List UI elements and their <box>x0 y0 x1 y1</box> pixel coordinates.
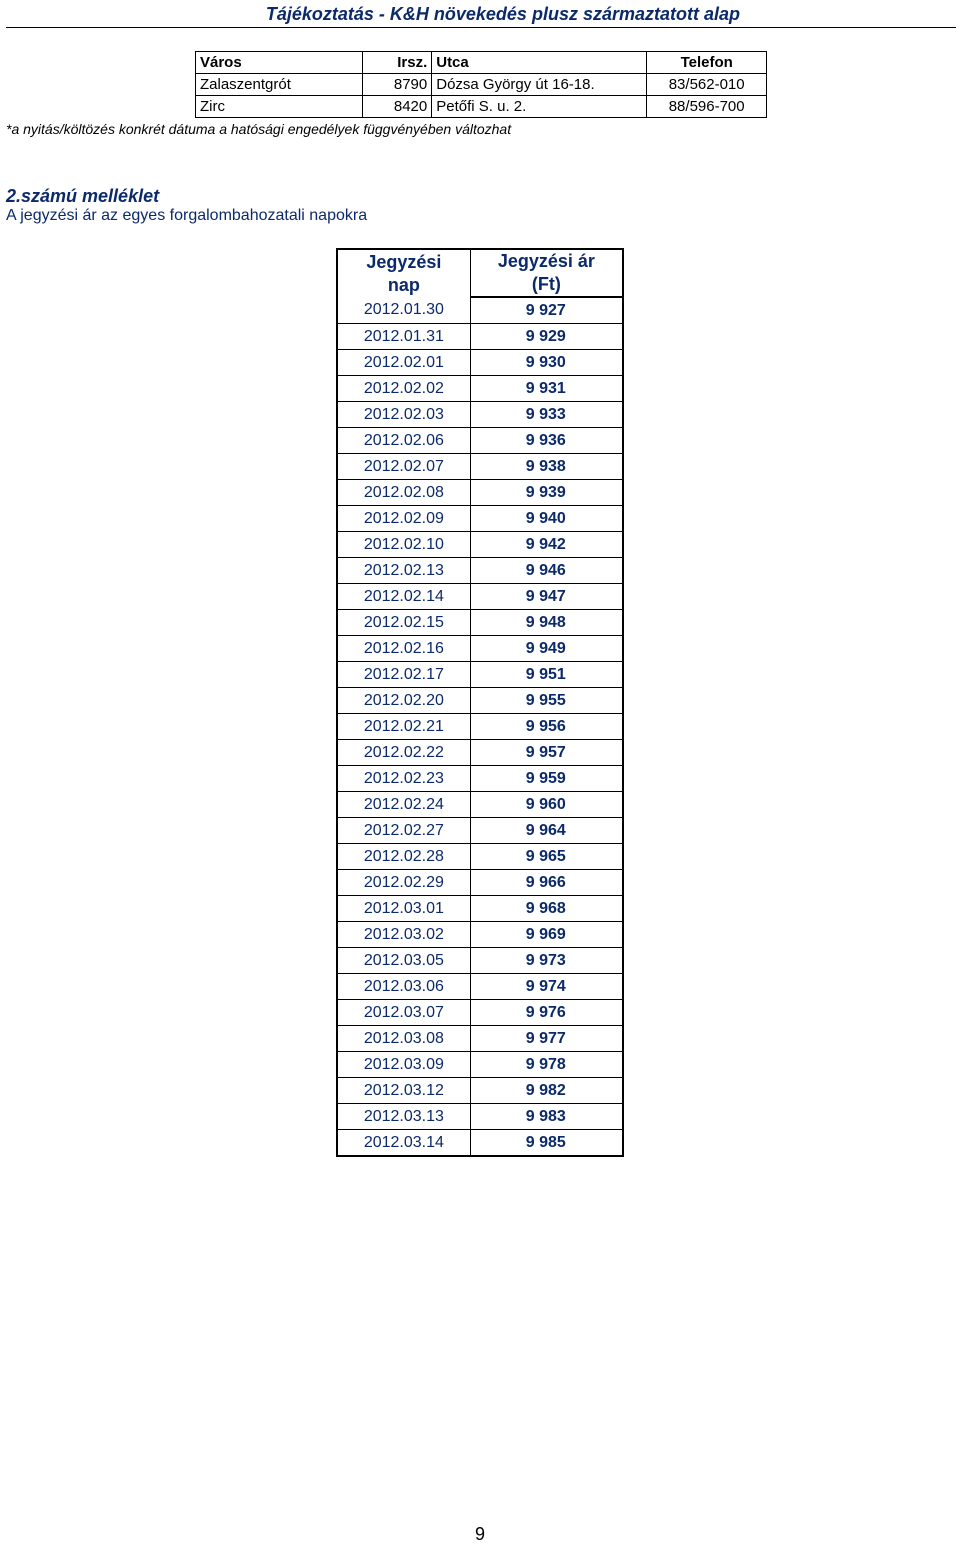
price-cell: 9 951 <box>470 662 623 688</box>
price-cell: 9 985 <box>470 1130 623 1157</box>
col-price-header-line1: Jegyzési ár <box>497 251 595 271</box>
date-cell: 2012.01.31 <box>337 324 470 350</box>
table-row <box>337 740 623 766</box>
date-cell: 2012.02.23 <box>337 766 470 792</box>
table-row <box>337 844 623 870</box>
price-cell: 9 978 <box>470 1052 623 1078</box>
price-cell: 9 939 <box>470 480 623 506</box>
price-header-row <box>337 249 623 297</box>
date-cell: 2012.02.28 <box>337 844 470 870</box>
table-row <box>337 1104 623 1130</box>
street-cell: Petőfi S. u. 2. <box>432 96 647 118</box>
date-cell: 2012.02.07 <box>337 454 470 480</box>
table-row <box>337 297 623 324</box>
date-cell: 2012.03.13 <box>337 1104 470 1130</box>
price-cell: 9 960 <box>470 792 623 818</box>
city-cell: Zirc <box>196 96 363 118</box>
table-row <box>337 792 623 818</box>
price-cell: 9 940 <box>470 506 623 532</box>
col-zip-header: Irsz. <box>362 52 431 74</box>
phone-cell: 83/562-010 <box>647 74 767 96</box>
price-cell: 9 930 <box>470 350 623 376</box>
date-cell: 2012.02.14 <box>337 584 470 610</box>
price-cell: 9 949 <box>470 636 623 662</box>
address-header-row <box>196 52 767 74</box>
table-row <box>337 922 623 948</box>
price-cell: 9 957 <box>470 740 623 766</box>
table-row <box>337 610 623 636</box>
table-row <box>337 766 623 792</box>
table-row <box>337 1000 623 1026</box>
date-cell: 2012.02.16 <box>337 636 470 662</box>
table-row <box>337 818 623 844</box>
date-cell: 2012.02.21 <box>337 714 470 740</box>
price-cell: 9 973 <box>470 948 623 974</box>
table-row <box>337 480 623 506</box>
price-cell: 9 964 <box>470 818 623 844</box>
price-cell: 9 936 <box>470 428 623 454</box>
date-cell: 2012.03.01 <box>337 896 470 922</box>
col-street-header: Utca <box>432 52 647 74</box>
col-date-header-line2: nap <box>387 274 420 295</box>
zip-cell: 8790 <box>362 74 431 96</box>
date-cell: 2012.03.06 <box>337 974 470 1000</box>
date-cell: 2012.03.02 <box>337 922 470 948</box>
table-row <box>337 584 623 610</box>
col-price-header-line2: (Ft) <box>531 274 561 294</box>
date-cell: 2012.02.06 <box>337 428 470 454</box>
price-cell: 9 946 <box>470 558 623 584</box>
price-cell: 9 976 <box>470 1000 623 1026</box>
date-cell: 2012.03.14 <box>337 1130 470 1157</box>
price-cell: 9 965 <box>470 844 623 870</box>
price-cell: 9 968 <box>470 896 623 922</box>
price-cell: 9 955 <box>470 688 623 714</box>
table-row <box>337 350 623 376</box>
price-cell: 9 948 <box>470 610 623 636</box>
date-cell: 2012.03.05 <box>337 948 470 974</box>
page-number: 9 <box>474 1524 485 1544</box>
annex-title: 2.számú melléklet <box>6 186 160 206</box>
price-cell: 9 974 <box>470 974 623 1000</box>
price-cell: 9 931 <box>470 376 623 402</box>
price-cell: 9 983 <box>470 1104 623 1130</box>
date-cell: 2012.02.29 <box>337 870 470 896</box>
date-cell: 2012.02.03 <box>337 402 470 428</box>
date-cell: 2012.02.10 <box>337 532 470 558</box>
date-cell: 2012.02.08 <box>337 480 470 506</box>
table-row <box>337 688 623 714</box>
table-row <box>337 1026 623 1052</box>
page-header <box>0 0 960 28</box>
date-cell: 2012.01.30 <box>337 297 470 324</box>
price-cell: 9 927 <box>470 297 623 324</box>
date-cell: 2012.02.27 <box>337 818 470 844</box>
date-cell: 2012.02.02 <box>337 376 470 402</box>
price-cell: 9 947 <box>470 584 623 610</box>
col-price-header <box>470 249 623 297</box>
date-cell: 2012.02.01 <box>337 350 470 376</box>
price-cell: 9 938 <box>470 454 623 480</box>
table-row <box>337 1130 623 1157</box>
footnote: *a nyitás/költözés konkrét dátuma a hatósági engedélyek függvényében változhat <box>6 121 512 137</box>
subscription-price-table <box>336 248 624 1157</box>
price-cell: 9 956 <box>470 714 623 740</box>
price-cell: 9 982 <box>470 1078 623 1104</box>
table-row <box>337 948 623 974</box>
table-row <box>337 662 623 688</box>
table-row <box>337 324 623 350</box>
table-row <box>337 402 623 428</box>
city-cell: Zalaszentgrót <box>196 74 363 96</box>
date-cell: 2012.02.09 <box>337 506 470 532</box>
table-row <box>337 558 623 584</box>
table-row <box>337 506 623 532</box>
date-cell: 2012.03.12 <box>337 1078 470 1104</box>
price-cell: 9 977 <box>470 1026 623 1052</box>
date-cell: 2012.02.15 <box>337 610 470 636</box>
date-cell: 2012.03.09 <box>337 1052 470 1078</box>
price-cell: 9 966 <box>470 870 623 896</box>
table-row <box>337 896 623 922</box>
phone-cell: 88/596-700 <box>647 96 767 118</box>
table-row <box>337 636 623 662</box>
col-city-header: Város <box>196 52 363 74</box>
table-row <box>337 1052 623 1078</box>
table-row <box>337 714 623 740</box>
table-row <box>337 974 623 1000</box>
col-phone-header: Telefon <box>647 52 767 74</box>
table-row <box>337 1078 623 1104</box>
price-cell: 9 959 <box>470 766 623 792</box>
date-cell: 2012.03.08 <box>337 1026 470 1052</box>
price-cell: 9 942 <box>470 532 623 558</box>
table-row <box>337 428 623 454</box>
table-row <box>337 532 623 558</box>
col-date-header-line1: Jegyzési <box>366 251 442 272</box>
annex-subtitle: A jegyzési ár az egyes forgalombahozatali napokra <box>6 207 368 224</box>
price-cell: 9 933 <box>470 402 623 428</box>
table-row <box>337 454 623 480</box>
table-row <box>337 376 623 402</box>
col-date-header <box>337 249 470 297</box>
date-cell: 2012.02.17 <box>337 662 470 688</box>
price-cell: 9 969 <box>470 922 623 948</box>
price-cell: 9 929 <box>470 324 623 350</box>
address-row <box>196 96 767 118</box>
street-cell: Dózsa György út 16-18. <box>432 74 647 96</box>
price-table-body <box>337 297 623 1156</box>
date-cell: 2012.02.22 <box>337 740 470 766</box>
date-cell: 2012.03.07 <box>337 1000 470 1026</box>
branch-address-table <box>195 51 767 118</box>
date-cell: 2012.02.20 <box>337 688 470 714</box>
header-rule <box>6 27 956 28</box>
table-row <box>337 870 623 896</box>
zip-cell: 8420 <box>362 96 431 118</box>
date-cell: 2012.02.24 <box>337 792 470 818</box>
date-cell: 2012.02.13 <box>337 558 470 584</box>
address-row <box>196 74 767 96</box>
document-title: Tájékoztatás - K&H növekedés plusz származtatott alap <box>265 4 740 24</box>
